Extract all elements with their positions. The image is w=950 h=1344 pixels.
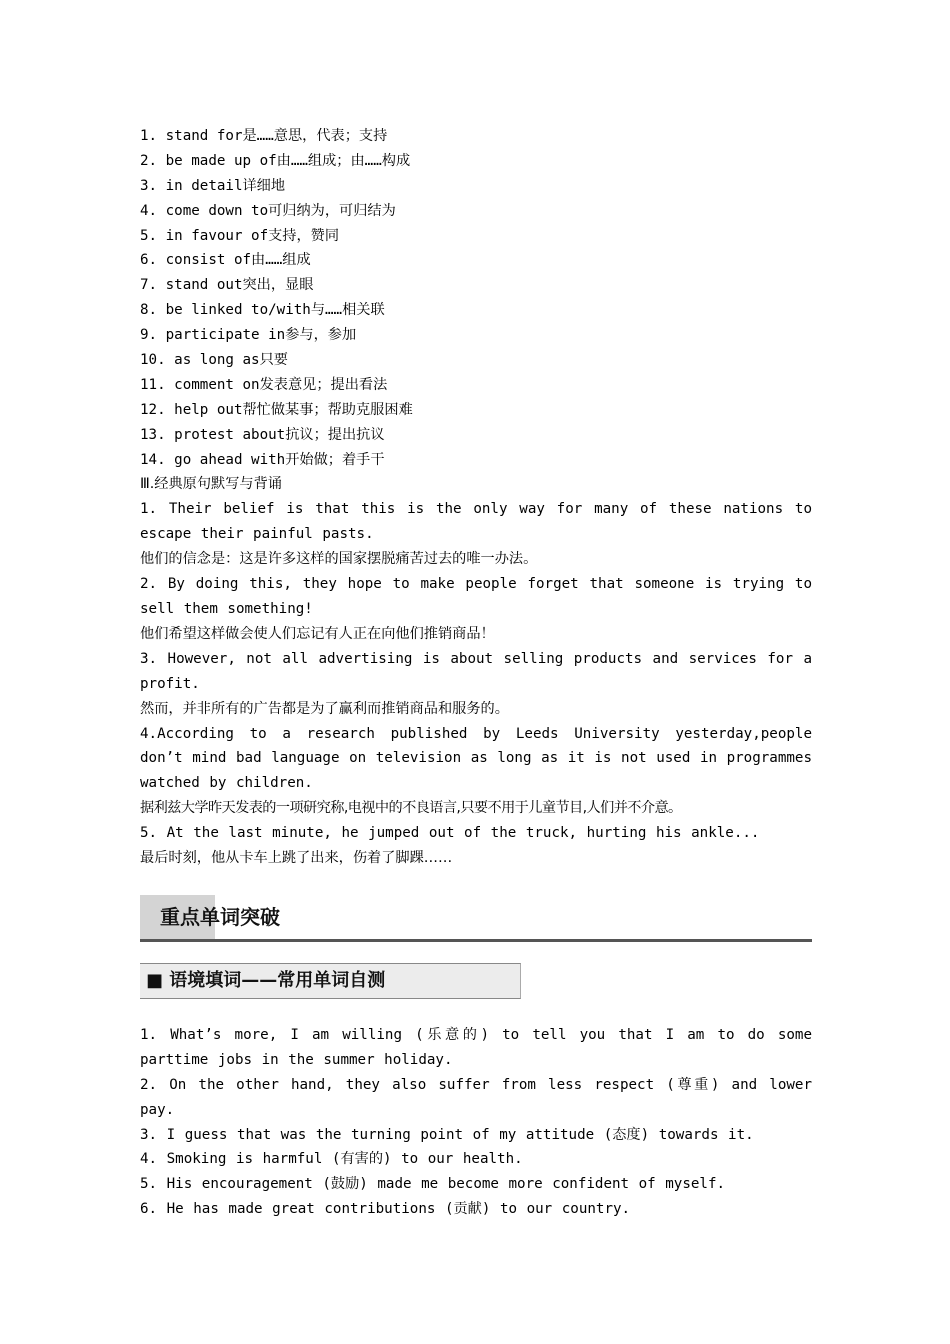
phrase-item: 6. consist of由……组成 bbox=[140, 252, 311, 269]
sentence-chinese: 他们希望这样做会使人们忘记有人正在向他们推销商品！ bbox=[140, 625, 495, 642]
phrase-item: 8. be linked to/with与……相关联 bbox=[140, 302, 385, 319]
heading-divider bbox=[140, 939, 812, 942]
phrase-item: 9. participate in参与，参加 bbox=[140, 327, 357, 344]
subheading-title: ■ 语境填词——常用单词自测 bbox=[146, 969, 386, 991]
phrase-item: 13. protest about抗议；提出抗议 bbox=[140, 426, 385, 443]
phrase-item: 3. in detail详细地 bbox=[140, 177, 286, 194]
fill-item: 6. He has made great contributions (贡献) to our country. bbox=[140, 1201, 631, 1218]
fill-in-list bbox=[140, 1023, 812, 1222]
sentence-chinese: 据利兹大学昨天发表的一项研究称,电视中的不良语言,只要不用于儿童节目,人们并不介意。 bbox=[140, 800, 682, 817]
subheading-box bbox=[140, 963, 521, 999]
phrase-item: 5. in favour of支持，赞同 bbox=[140, 227, 340, 244]
heading-title: 重点单词突破 bbox=[160, 904, 280, 929]
phrase-item: 4. come down to可归纳为，可归结为 bbox=[140, 202, 396, 219]
fill-item: 2. On the other hand, they also suffer from less respect (尊重) and lower pay. bbox=[140, 1076, 812, 1118]
sentence-chinese: 最后时刻，他从卡车上跳了出来，伤着了脚踝…… bbox=[140, 850, 453, 867]
document-page bbox=[140, 124, 812, 1222]
phrase-list bbox=[140, 124, 812, 472]
phrase-item: 2. be made up of由……组成；由……构成 bbox=[140, 152, 411, 169]
sentence-english: 1. Their belief is that this is the only way for many of these nations to escape their painful pasts. bbox=[140, 501, 812, 543]
phrase-item: 12. help out帮忙做某事；帮助克服困难 bbox=[140, 401, 413, 418]
section-title: Ⅲ.经典原句默写与背诵 bbox=[140, 476, 282, 493]
section-heading bbox=[140, 881, 812, 929]
phrase-item: 10. as long as只要 bbox=[140, 352, 288, 369]
sentence-english: 5. At the last minute, he jumped out of the truck, hurting his ankle... bbox=[140, 825, 760, 842]
phrase-item: 1. stand for是……意思，代表；支持 bbox=[140, 128, 388, 144]
sentence-chinese: 然而，并非所有的广告都是为了赢利而推销商品和服务的。 bbox=[140, 700, 509, 717]
phrase-item: 11. comment on发表意见；提出看法 bbox=[140, 376, 388, 393]
sentence-english: 4.According to a research published by Leeds University yesterday,people don’t mind bad language on television as long as it is not used in programmes watched by children. bbox=[140, 725, 812, 792]
phrase-item: 14. go ahead with开始做；着手干 bbox=[140, 451, 385, 468]
sentence-list bbox=[140, 497, 812, 871]
sentence-chinese: 他们的信念是：这是许多这样的国家摆脱痛苦过去的唯一办法。 bbox=[140, 551, 538, 568]
fill-item: 3. I guess that was the turning point of my attitude (态度) towards it. bbox=[140, 1126, 754, 1143]
fill-item: 1. What’s more, I am willing (乐意的) to tell you that I am to do some parttime jobs in the summer holiday. bbox=[140, 1026, 812, 1068]
fill-item: 4. Smoking is harmful (有害的) to our health. bbox=[140, 1151, 523, 1168]
fill-item: 5. His encouragement (鼓励) made me become more confident of myself. bbox=[140, 1176, 726, 1193]
sentence-english: 3. However, not all advertising is about selling products and services for a profit. bbox=[140, 650, 812, 692]
phrase-item: 7. stand out突出，显眼 bbox=[140, 277, 314, 294]
sentence-english: 2. By doing this, they hope to make people forget that someone is trying to sell them something! bbox=[140, 576, 812, 617]
